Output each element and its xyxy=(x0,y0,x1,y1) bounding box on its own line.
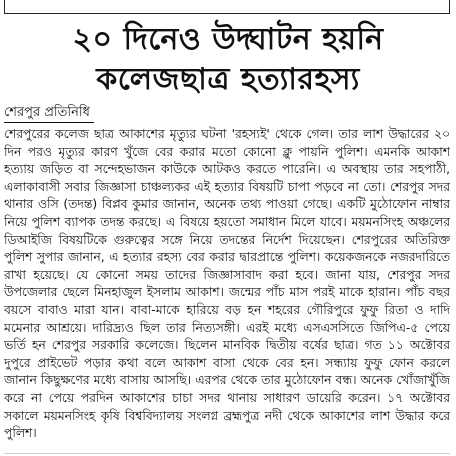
headline-line-1: ২০ দিনেও উদ্ঘাটন হয়নি xyxy=(72,22,384,57)
article-paragraph: শেরপুরের কলেজ ছাত্র আকাশের মৃত্যুর ঘটনা 'রহস্যই' থেকে গেল। তার লাশ উদ্ধারের ২০ দিন পরও মৃত্যুর কারণ খুঁজে বের করার মতো কোনো ক্লু পায়নি পুলিশ। এমনকি আকাশ হত্যায় জড়িত বা সন্দেহভাজন কাউকে আটকও করতে পারেনি। এ অবস্থায় তার সহপাঠী, এলাকাবাসী সবার জিজ্ঞাসা চাঞ্চল্যকর এই হত্যার বিষয়টি চাপা পড়বে না তো। শেরপুর সদর থানার ওসি (তদন্ত) বিপ্লব কুমার জানান, অনেক তথ্য পাওয়া গেছে। একটি মুঠোফোন নাম্বার নিয়ে পুলিশ ব্যাপক তদন্ত করছে। এ বিষয়ে হয়তো সমাধান মিলে যাবে। ময়মনসিংহ অঞ্চলের ডিআইজি বিষয়টিকে গুরুত্বের সঙ্গে নিয়ে তদন্তের নির্দেশ দিয়েছেন। শেরপুরের অতিরিক্ত পুলিশ সুপার জানান, এ হত্যার রহস্য বের করার দ্বারপ্রান্তে পুলিশ। কয়েকজনকে নজরদারিতে রাখা হয়েছে। যে কোনো সময় তাদের জিজ্ঞাসাবাদ করা হবে। জানা যায়, শেরপুর সদর উপজেলার ছেলে মিনহাজুল ইসলাম আকাশ। জন্মের পাঁচ মাস পরই মাকে হারান। পাঁচ বছর বয়সে বাবাও মারা যান। বাবা-মাকে হারিয়ে বড় হন শহরের গৌরিপুরে ফুফু রিতা ও দাদি মমেনার আশ্রয়ে। দারিদ্র্যও ছিল তার নিত্যসঙ্গী। এরই মধ্যে এসএসসিতে জিপিএ-৫ পেয়ে ভর্তি হন শেরপুর সরকারি কলেজে। ছিলেন মানবিক দ্বিতীয় বর্ষের ছাত্র। গত ১১ অক্টোবর দুপুরে প্রাইভেট পড়ার কথা বলে আকাশ বাসা থেকে বের হন। সন্ধ্যায় ফুফু ফোন করলে জানান কিছুক্ষণের মধ্যে বাসায় আসছি। এরপর থেকে তার মুঠোফোন বন্ধ। অনেক খোঁজাখুঁজি করে না পেয়ে পরদিন আকাশের চাচা সদর থানায় সাধারণ ডায়েরি করেন। ১৭ অক্টোবর সকালে ময়মনসিংহ কৃষি বিশ্ববিদ্যালয় সংলগ্ন ব্রহ্মপুত্র নদী থেকে আকাশের লাশ উদ্ধার করে পুলিশ। xyxy=(4,127,450,441)
bottom-divider xyxy=(4,453,450,454)
headline xyxy=(0,20,456,100)
byline-bar xyxy=(4,104,452,124)
byline: শেরপুর প্রতিনিধি xyxy=(4,104,94,123)
top-frame-border xyxy=(4,0,450,14)
headline-line-2: কলেজছাত্র হত্যারহস্য xyxy=(96,62,360,97)
article-body xyxy=(4,126,450,452)
